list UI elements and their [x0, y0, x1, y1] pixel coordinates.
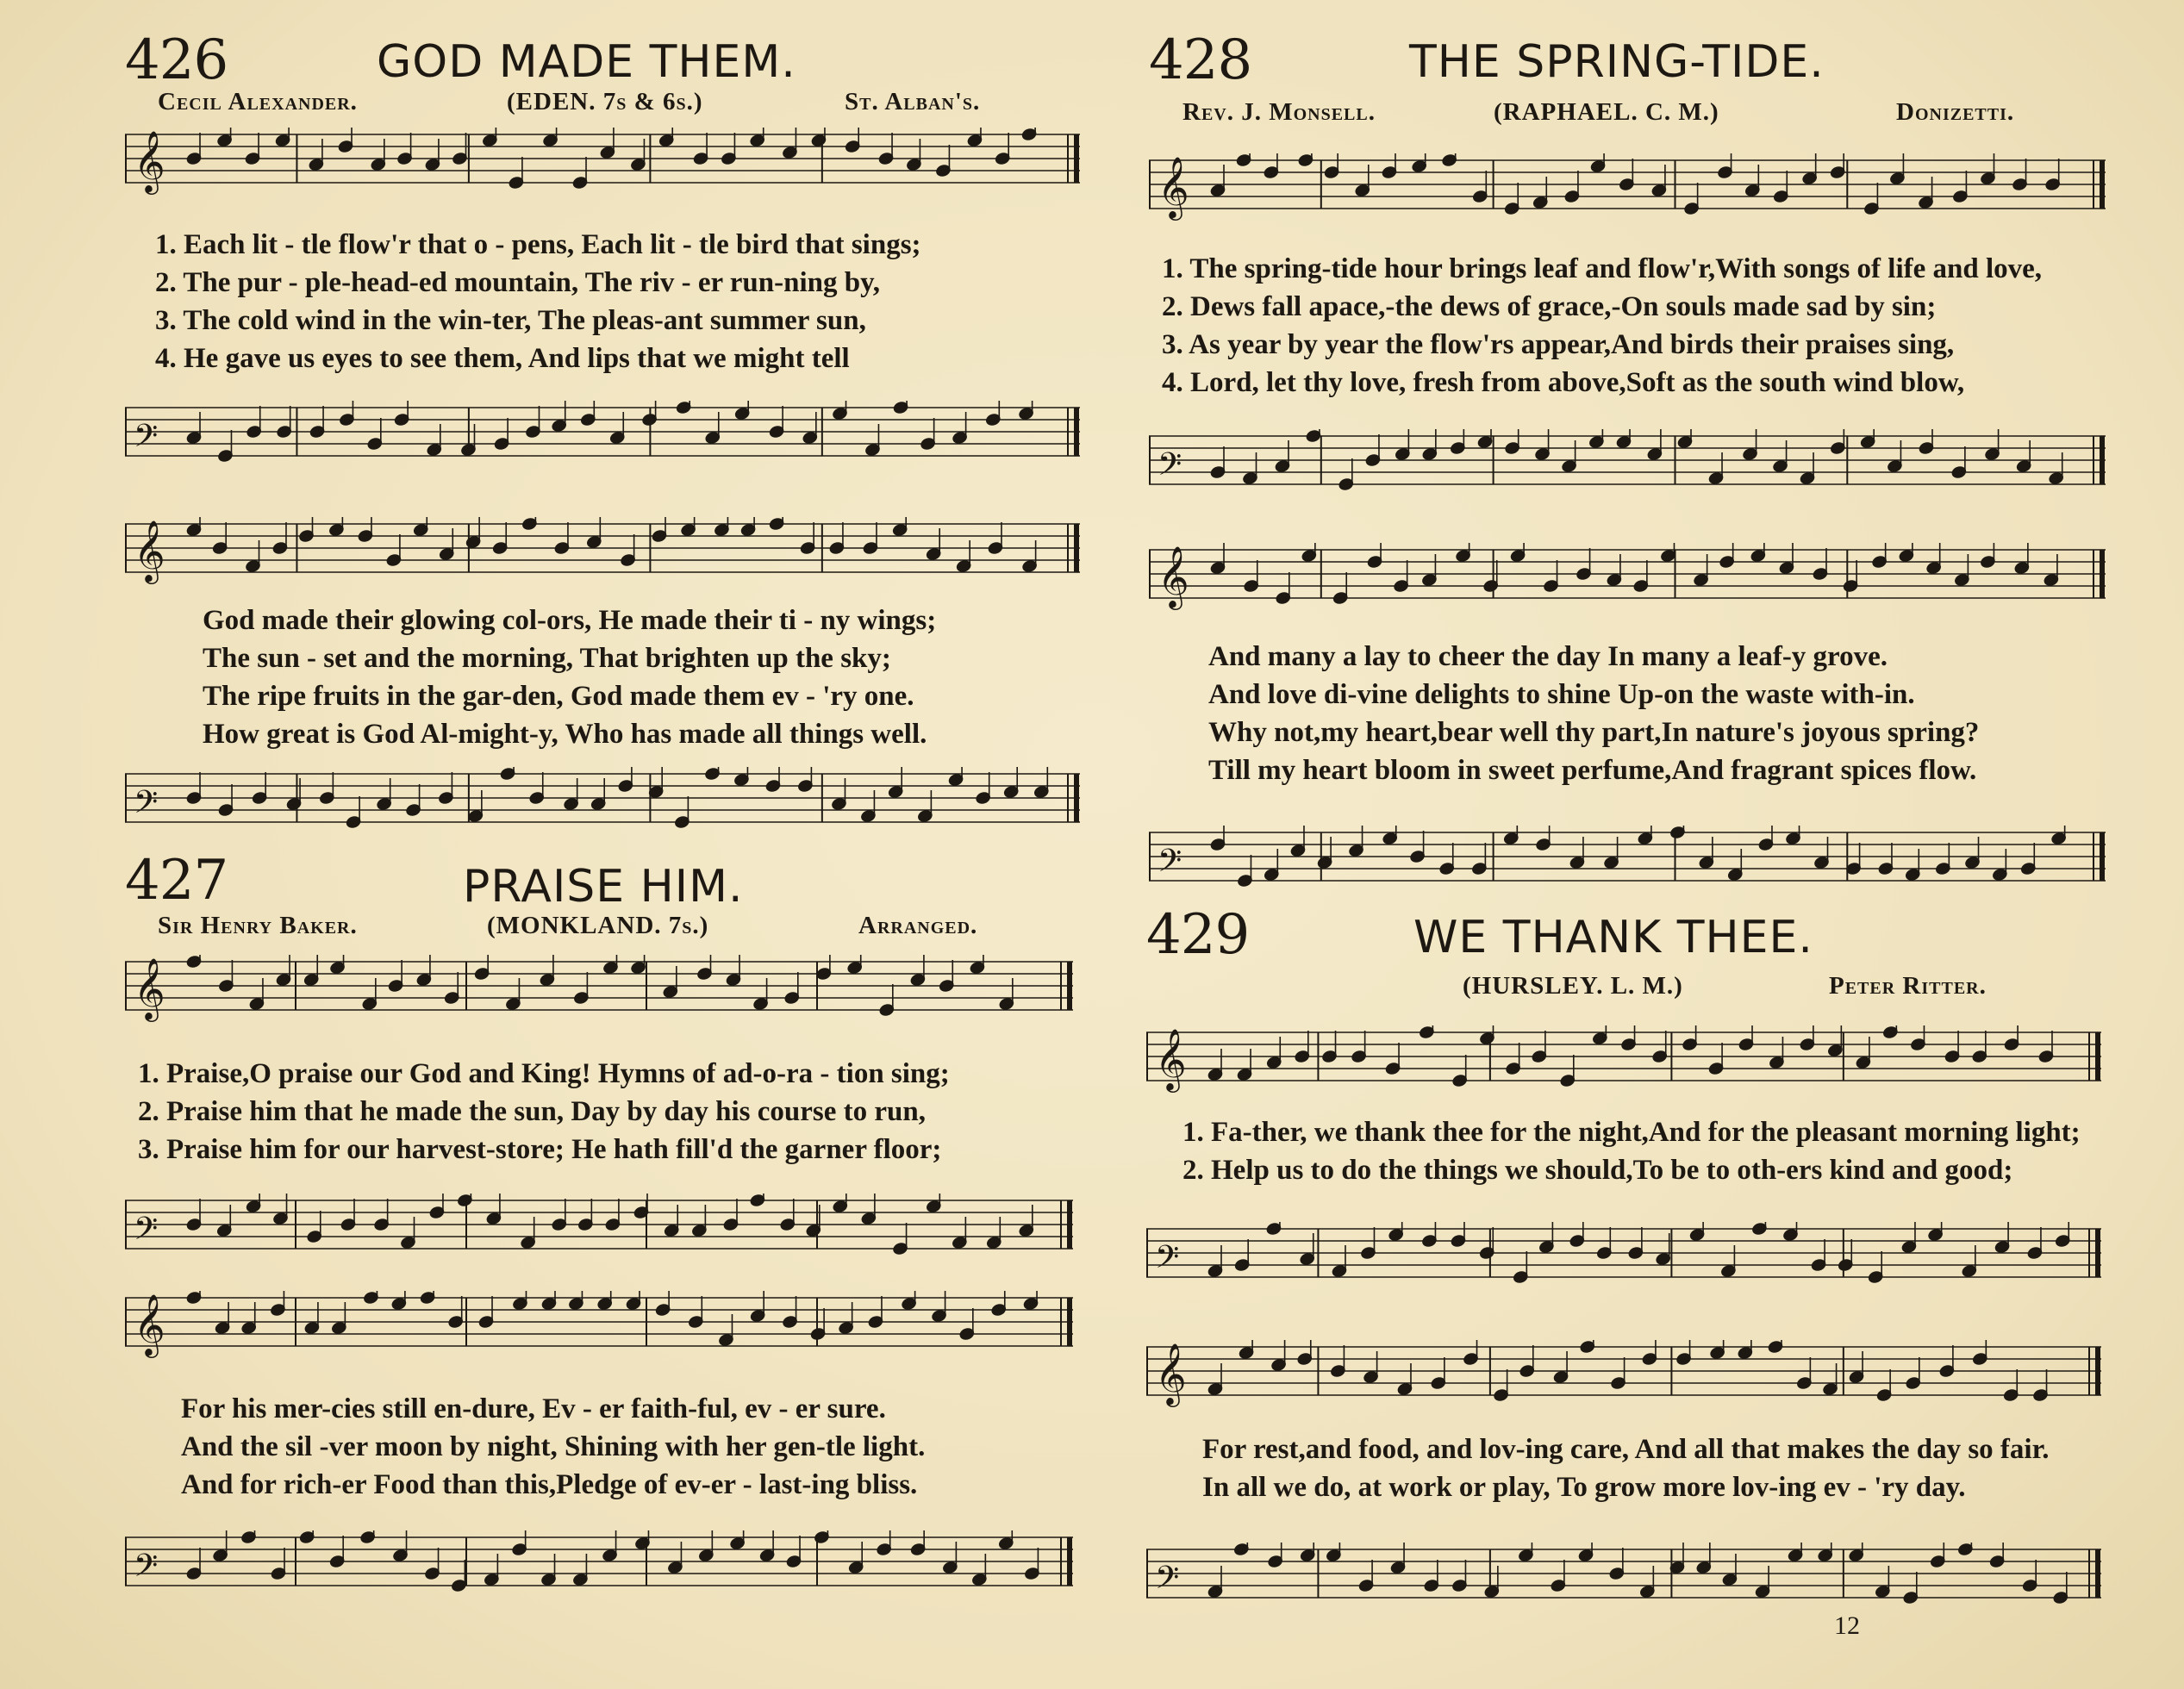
verse-line: 3. Praise him for our harvest-store; He hath fill'd the garner floor; — [138, 1134, 942, 1165]
verse-line: And love di-vine delights to shine Up-on the waste with-in. — [1208, 679, 1915, 710]
clef-icon: 𝄢 — [134, 1548, 159, 1592]
verse-line: Why not,my heart,bear well thy part,In nature's joyous spring? — [1208, 717, 1980, 748]
verse-block — [1162, 250, 2042, 402]
bass-staff — [1146, 1222, 2101, 1291]
hymn-composer: Donizetti. — [1896, 98, 2015, 126]
clef-icon: 𝄞 — [134, 129, 165, 192]
hymn-tune: (MONKLAND. 7s.) — [487, 912, 709, 939]
staff-notation — [125, 1291, 1073, 1360]
hymn-number: 427 — [125, 849, 228, 913]
page-number: 12 — [1834, 1611, 1860, 1640]
verse-line: 4. Lord, let thy love, fresh from above,Soft as the south wind blow, — [1162, 367, 1965, 398]
clef-icon: 𝄢 — [1158, 843, 1182, 887]
hymn-author: Cecil Alexander. — [158, 88, 358, 115]
verse-line: The sun - set and the morning, That brighten up the sky; — [203, 643, 891, 674]
hymn-tune: (HURSLEY. L. M.) — [1463, 972, 1683, 1000]
verse-line: How great is God Al-might-y, Who has made all things well. — [203, 719, 927, 750]
clef-icon: 𝄞 — [134, 1293, 165, 1356]
hymn-composer: Arranged. — [858, 912, 978, 939]
clef-icon: 𝄢 — [1155, 1560, 1180, 1604]
verse-line: In all we do, at work or play, To grow more lov-ing ev - 'ry day. — [1202, 1472, 1966, 1503]
treble-staff — [1146, 1340, 2101, 1409]
verse-line: 3. The cold wind in the win-ter, The pleas-ant summer sun, — [155, 305, 866, 336]
verse-line: 2. Help us to do the things we should,To be to oth-ers kind and good; — [1182, 1155, 2013, 1186]
bass-staff — [125, 767, 1080, 836]
verse-line: 4. He gave us eyes to see them, And lips that we might tell — [155, 343, 850, 374]
treble-staff — [125, 955, 1073, 1024]
bass-staff — [1149, 429, 2106, 498]
verse-line: Till my heart bloom in sweet perfume,And fragrant spices flow. — [1208, 755, 1977, 786]
clef-icon: 𝄢 — [1158, 446, 1182, 490]
staff-notation — [125, 1194, 1073, 1262]
staff-notation — [125, 128, 1080, 196]
verse-line: 1. Praise,O praise our God and King! Hymns of ad-o-ra - tion sing; — [138, 1058, 950, 1089]
hymn-author: Sir Henry Baker. — [158, 912, 358, 939]
treble-staff — [1146, 1025, 2101, 1094]
staff-notation — [1146, 1543, 2101, 1611]
verse-block — [1202, 1430, 2049, 1506]
clef-icon: 𝄞 — [1158, 545, 1189, 608]
staff-notation — [125, 517, 1080, 586]
verse-line: And many a lay to cheer the day In many a leaf-y grove. — [1208, 641, 1888, 672]
hymn-number: 429 — [1146, 903, 1250, 967]
staff-notation — [125, 767, 1080, 836]
bass-staff — [1149, 826, 2106, 894]
clef-icon: 𝄞 — [1155, 1027, 1187, 1090]
hymn-tune: (EDEN. 7s & 6s.) — [507, 88, 703, 115]
verse-block — [181, 1390, 925, 1504]
bass-staff — [1146, 1543, 2101, 1611]
clef-icon: 𝄞 — [1155, 1342, 1187, 1405]
verse-line: God made their glowing col-ors, He made their ti - ny wings; — [203, 605, 937, 636]
staff-notation — [1149, 429, 2106, 498]
verse-line: 1. Fa-ther, we thank thee for the night,And for the pleasant morning light; — [1182, 1117, 2081, 1148]
hymn-title: THE SPRING-TIDE. — [1409, 36, 1825, 88]
staff-notation — [125, 401, 1080, 470]
staff-notation — [1146, 1340, 2101, 1409]
verse-line: For his mer-cies still en-dure, Ev - er faith-ful, ev - er sure. — [181, 1393, 886, 1424]
treble-staff — [125, 128, 1080, 196]
verse-line: 3. As year by year the flow'rs appear,And birds their praises sing, — [1162, 329, 1955, 360]
hymn-number: 428 — [1149, 28, 1252, 92]
treble-staff — [125, 1291, 1073, 1360]
clef-icon: 𝄞 — [134, 519, 165, 582]
treble-staff — [1149, 543, 2106, 612]
verse-block — [203, 601, 936, 753]
hymn-composer: Peter Ritter. — [1829, 972, 1987, 1000]
clef-icon: 𝄞 — [1158, 155, 1189, 218]
staff-notation — [1146, 1222, 2101, 1291]
clef-icon: 𝄢 — [134, 418, 159, 462]
clef-icon: 𝄞 — [134, 957, 165, 1019]
staff-notation — [1149, 826, 2106, 894]
verse-line: 2. The pur - ple-head-ed mountain, The riv - er run-ning by, — [155, 267, 881, 298]
staff-notation — [1149, 543, 2106, 612]
clef-icon: 𝄢 — [134, 784, 159, 828]
verse-block — [1182, 1113, 2081, 1189]
staff-notation — [1149, 153, 2106, 222]
hymn-title: PRAISE HIM. — [463, 861, 744, 913]
verse-line: The ripe fruits in the gar-den, God made them ev - 'ry one. — [203, 681, 914, 712]
verse-block — [1208, 638, 1979, 789]
treble-staff — [125, 517, 1080, 586]
bass-staff — [125, 1194, 1073, 1262]
staff-notation — [125, 1530, 1073, 1599]
hymn-composer: St. Alban's. — [845, 88, 981, 115]
staff-notation — [1146, 1025, 2101, 1094]
hymn-title: WE THANK THEE. — [1413, 912, 1813, 963]
clef-icon: 𝄢 — [134, 1211, 159, 1255]
hymn-title: GOD MADE THEM. — [377, 36, 796, 88]
bass-staff — [125, 1530, 1073, 1599]
treble-staff — [1149, 153, 2106, 222]
verse-line: And the sil -ver moon by night, Shining with her gen-tle light. — [181, 1431, 926, 1462]
verse-line: For rest,and food, and lov-ing care, And all that makes the day so fair. — [1202, 1434, 2050, 1465]
hymn-number: 426 — [125, 28, 228, 92]
verse-block — [155, 226, 921, 377]
verse-block — [138, 1055, 950, 1169]
verse-line: 1. The spring-tide hour brings leaf and flow'r,With songs of life and love, — [1162, 253, 2043, 284]
staff-notation — [125, 955, 1073, 1024]
hymn-tune: (RAPHAEL. C. M.) — [1494, 98, 1719, 126]
verse-line: And for rich-er Food than this,Pledge of ev-er - last-ing bliss. — [181, 1469, 918, 1500]
verse-line: 2. Praise him that he made the sun, Day by day his course to run, — [138, 1096, 926, 1127]
bass-staff — [125, 401, 1080, 470]
clef-icon: 𝄢 — [1155, 1239, 1180, 1283]
hymn-author: Rev. J. Monsell. — [1182, 98, 1376, 126]
verse-line: 2. Dews fall apace,-the dews of grace,-On souls made sad by sin; — [1162, 291, 1937, 322]
verse-line: 1. Each lit - tle flow'r that o - pens, Each lit - tle bird that sings; — [155, 229, 921, 260]
